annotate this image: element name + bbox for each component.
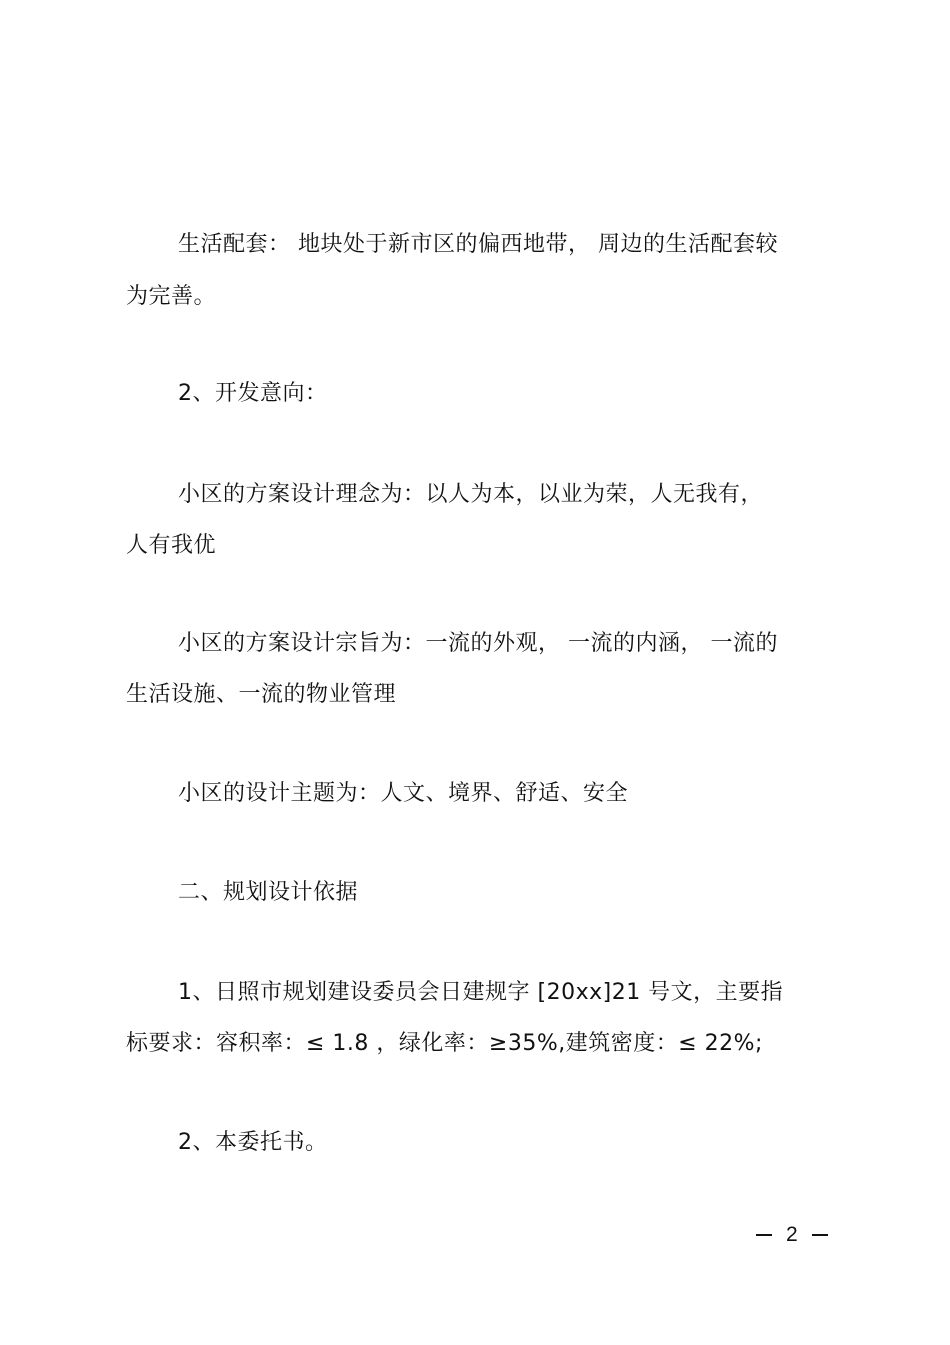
heading-development-intent: 2、开发意向： xyxy=(178,381,328,406)
dash-right-icon xyxy=(812,1234,828,1236)
paragraph-design-purpose-line2: 生活设施、一流的物业管理 xyxy=(126,682,397,707)
paragraph-design-purpose-line1: 小区的方案设计宗旨为：一流的外观， 一流的内涵， 一流的 xyxy=(178,631,778,656)
paragraph-living-facilities-line1: 生活配套： 地块处于新市区的偏西地带， 周边的生活配套较 xyxy=(178,232,778,257)
paragraph-living-facilities-line2: 为完善。 xyxy=(126,284,217,309)
page-number-value: 2 xyxy=(786,1223,798,1246)
paragraph-design-theme: 小区的设计主题为：人文、境界、舒适、安全 xyxy=(178,781,629,806)
dash-left-icon xyxy=(756,1234,772,1236)
paragraph-planning-document-line2: 标要求：容积率：≤ 1.8 ，绿化率：≥35%,建筑密度：≤ 22%; xyxy=(126,1031,763,1056)
heading-planning-basis: 二、规划设计依据 xyxy=(178,880,359,905)
paragraph-planning-document-line1: 1、日照市规划建设委员会日建规字 [20xx]21 号文，主要指 xyxy=(178,980,784,1005)
page-number xyxy=(756,1221,828,1249)
paragraph-commission-letter: 2、本委托书。 xyxy=(178,1130,328,1155)
paragraph-design-concept-line1: 小区的方案设计理念为：以人为本，以业为荣，人无我有， xyxy=(178,482,764,507)
paragraph-design-concept-line2: 人有我优 xyxy=(126,533,217,558)
